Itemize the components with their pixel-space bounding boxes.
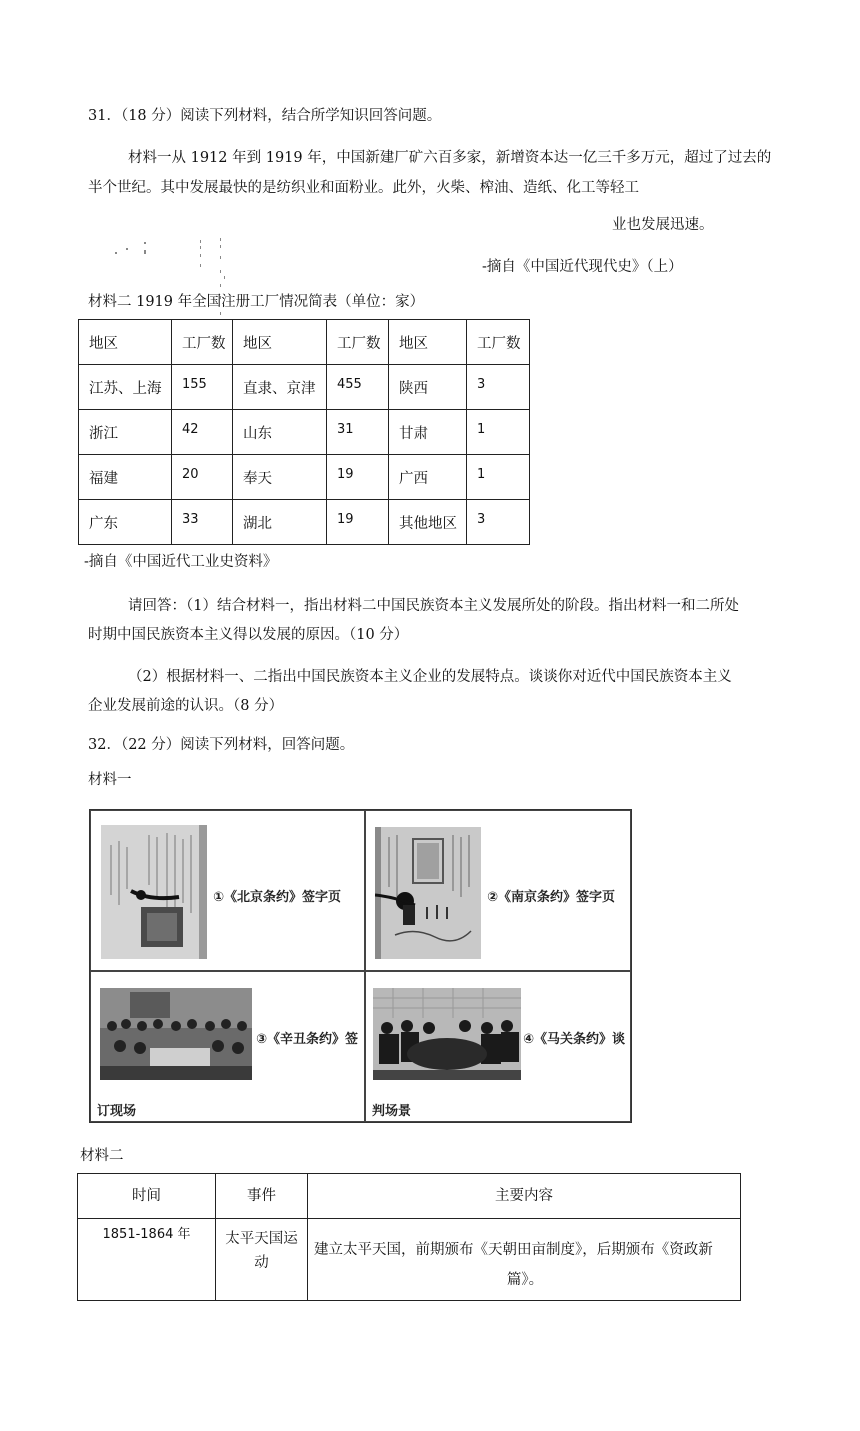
xinchou-signing-photo — [100, 988, 252, 1080]
table-cell-count: 1 — [467, 455, 530, 500]
table-cell-count: 155 — [172, 365, 233, 410]
caption-maguan-treaty-cont: 判场景 — [372, 1104, 412, 1119]
caption-xinchou-treaty: ③《辛丑条约》签 — [256, 1032, 359, 1047]
table-header-cell: 工厂数 — [172, 320, 233, 365]
table-cell-region: 奉天 — [233, 455, 327, 500]
table-cell-region: 浙江 — [79, 410, 172, 455]
table-cell-region: 江苏、上海 — [79, 365, 172, 410]
table-cell-count: 33 — [172, 500, 233, 545]
treaty-cell-nanjing — [365, 810, 631, 971]
table-row — [79, 410, 530, 455]
table-cell-region: 山东 — [233, 410, 327, 455]
event-content-line2: 篇》。 — [506, 1272, 544, 1288]
table-header-cell: 地区 — [233, 320, 327, 365]
q31-ask2-line1: （2）根据材料一、二指出中国民族资本主义企业的发展特点。谈谈你对近代中国民族资本主义 — [128, 669, 732, 685]
table-cell-count: 3 — [467, 500, 530, 545]
caption-xinchou-treaty-cont: 订现场 — [97, 1104, 137, 1119]
table-cell-region: 广东 — [79, 500, 172, 545]
table-header-cell: 时间 — [78, 1174, 216, 1219]
event-content-line1: 建立太平天国，前期颁布《天朝田亩制度》，后期颁布《资政新 — [314, 1242, 713, 1258]
q32-header: 32．（22 分）阅读下列材料，回答问题。 — [88, 737, 355, 753]
treaty-image-grid — [89, 809, 632, 1123]
treaty-cell-maguan — [365, 971, 631, 1122]
table-cell-region: 福建 — [79, 455, 172, 500]
table-cell-region: 广西 — [389, 455, 467, 500]
treaty-cell-xinchou — [90, 971, 365, 1122]
q31-ask2-line2: 企业发展前途的认识。（8 分） — [88, 698, 284, 714]
table-header-cell: 主要内容 — [308, 1174, 741, 1219]
caption-beijing-treaty: ①《北京条约》签字页 — [213, 890, 342, 905]
table-cell-count: 20 — [172, 455, 233, 500]
table-cell-count: 1 — [467, 410, 530, 455]
table-cell-region: 直隶、京津 — [233, 365, 327, 410]
table-cell-count: 455 — [327, 365, 389, 410]
q31-material2-title: 材料二 1919 年全国注册工厂情况简表（单位：家） — [88, 294, 425, 310]
q31-material1-line3: 业也发展迅速。 — [612, 217, 714, 233]
table-row — [78, 1219, 741, 1301]
q31-ask1-line1: 请回答：（1）结合材料一，指出材料二中国民族资本主义发展所处的阶段。指出材料一和二所处 — [128, 598, 739, 614]
nanjing-treaty-page-photo — [375, 827, 481, 959]
table-cell-region: 湖北 — [233, 500, 327, 545]
event-time: 1851-1864 年 — [78, 1219, 216, 1301]
table-cell-count: 3 — [467, 365, 530, 410]
table-cell-count: 42 — [172, 410, 233, 455]
table-header-cell: 地区 — [389, 320, 467, 365]
beijing-treaty-page-photo — [101, 825, 207, 959]
table-header-cell: 工厂数 — [327, 320, 389, 365]
events-table — [77, 1173, 741, 1301]
treaty-cell-beijing — [90, 810, 365, 971]
table-row — [79, 365, 530, 410]
event-name-line1: 太平天国运 — [225, 1231, 298, 1247]
table-row — [79, 455, 530, 500]
factory-table-header — [79, 320, 530, 365]
q31-material1-line2: 半个世纪。其中发展最快的是纺织业和面粉业。此外，火柴、榨油、造纸、化工等轻工 — [88, 180, 639, 196]
caption-nanjing-treaty: ②《南京条约》签字页 — [487, 890, 616, 905]
q32-material2-label: 材料二 — [80, 1148, 124, 1164]
table-cell-count: 19 — [327, 500, 389, 545]
table-header-cell: 事件 — [216, 1174, 308, 1219]
q31-ask1-line2: 时期中国民族资本主义得以发展的原因。（10 分） — [88, 627, 409, 643]
table-cell-count: 31 — [327, 410, 389, 455]
events-table-header — [78, 1174, 741, 1219]
event-content — [308, 1219, 741, 1301]
table-cell-count: 19 — [327, 455, 389, 500]
table-cell-region: 甘肃 — [389, 410, 467, 455]
table-row — [79, 500, 530, 545]
q31-material1-line1: 材料一从 1912 年到 1919 年，中国新建厂矿六百多家，新增资本达一亿三千多万元，超过了过去的 — [128, 150, 772, 166]
factory-table — [78, 319, 530, 545]
table-header-cell: 地区 — [79, 320, 172, 365]
table-cell-region: 陕西 — [389, 365, 467, 410]
q31-header: 31．（18 分）阅读下列材料，结合所学知识回答问题。 — [88, 108, 442, 124]
event-name — [216, 1219, 308, 1301]
maguan-negotiation-photo — [373, 988, 521, 1080]
q31-material2-source: -摘自《中国近代工业史资料》 — [84, 554, 278, 570]
event-name-line2: 动 — [254, 1255, 269, 1271]
table-header-cell: 工厂数 — [467, 320, 530, 365]
table-cell-region: 其他地区 — [389, 500, 467, 545]
q32-material1-label: 材料一 — [88, 772, 132, 788]
q31-material1-source: -摘自《中国近代现代史》（上） — [482, 259, 683, 275]
caption-maguan-treaty: ④《马关条约》谈 — [523, 1032, 626, 1047]
scan-artifact — [110, 236, 240, 326]
